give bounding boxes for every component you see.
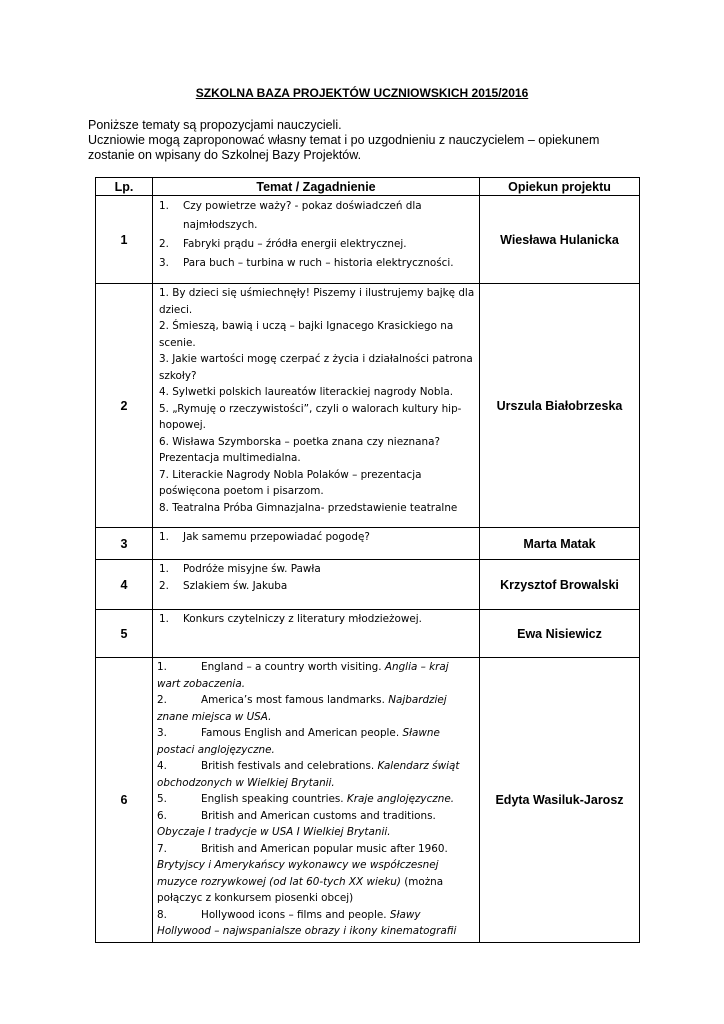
topics-cell bbox=[153, 284, 480, 528]
table-row bbox=[96, 658, 640, 943]
table-row bbox=[96, 560, 640, 610]
intro-line-3: zostanie on wpisany do Szkolnej Bazy Projektów. bbox=[88, 148, 362, 162]
list-item: 6. British and American customs and traditions. Obyczaje I tradycje w USA I Wielkiej Brytanii. bbox=[157, 809, 436, 838]
document-title: SZKOLNA BAZA PROJEKTÓW UCZNIOWSKICH 2015/2016 bbox=[195, 86, 529, 100]
list-item: 3. Para buch – turbina w ruch – historia elektryczności. bbox=[159, 257, 454, 269]
list-item: 3. Famous English and American people. Sławne postaci anglojęzyczne. bbox=[157, 727, 440, 756]
list-item: 8. Hollywood icons – films and people. Sławy Hollywood – najwspanialsze obrazy i ikony kinematografii bbox=[157, 908, 457, 937]
list-item: 7. Literackie Nagrody Nobla Polaków – prezentacja poświęcona poetom i pisarzom. bbox=[159, 468, 422, 497]
supervisor-name: Urszula Białobrzeska bbox=[480, 284, 640, 528]
intro-line-1: Poniższe tematy są propozycjami nauczycieli. bbox=[88, 118, 342, 132]
list-item: 1. Czy powietrze waży? - pokaz doświadczeń dla najmłodszych. bbox=[159, 200, 422, 231]
list-item: 2. Śmieszą, bawią i uczą – bajki Ignacego Krasickiego na scenie. bbox=[159, 320, 454, 349]
list-item: 1. Podróże misyjne św. Pawła bbox=[159, 563, 321, 575]
row-number: 1 bbox=[96, 196, 153, 284]
topics-cell bbox=[153, 610, 480, 658]
supervisor-name: Wiesława Hulanicka bbox=[480, 196, 640, 284]
supervisor-name: Marta Matak bbox=[480, 528, 640, 560]
list-item: 2. America’s most famous landmarks. Najbardziej znane miejsca w USA. bbox=[157, 694, 447, 723]
table-row bbox=[96, 284, 640, 528]
list-item: 4. Sylwetki polskich laureatów literackiej nagrody Nobla. bbox=[159, 386, 454, 398]
projects-table bbox=[95, 177, 640, 943]
list-item: 5. „Rymuję o rzeczywistości”, czyli o walorach kultury hip-hopowej. bbox=[159, 402, 462, 431]
table-row bbox=[96, 196, 640, 284]
list-item: 7. British and American popular music after 1960. Brytyjscy i Amerykańscy wykonawcy we współczesnej muzyce rozrywkowej (od lat 60-tych XX wieku) (można połączyc z konkursem piosenki obcej) bbox=[157, 842, 448, 904]
table-header-row bbox=[96, 178, 640, 196]
supervisor-name: Edyta Wasiluk-Jarosz bbox=[480, 658, 640, 943]
header-lp: Lp. bbox=[96, 178, 153, 196]
intro-line-2: Uczniowie mogą zaproponować własny temat i po uzgodnieniu z nauczycielem – opiekunem bbox=[88, 133, 600, 147]
list-item: 1. England – a country worth visiting. Anglia – kraj wart zobaczenia. bbox=[157, 661, 449, 690]
row-number: 3 bbox=[96, 528, 153, 560]
list-item: 2. Fabryki prądu – źródła energii elektrycznej. bbox=[159, 238, 407, 250]
list-item: 1. Jak samemu przepowiadać pogodę? bbox=[159, 531, 370, 543]
list-item: 6. Wisława Szymborska – poetka znana czy nieznana? Prezentacja multimedialna. bbox=[159, 435, 440, 464]
row-number: 6 bbox=[96, 658, 153, 943]
row-number: 5 bbox=[96, 610, 153, 658]
row-number: 2 bbox=[96, 284, 153, 528]
list-item: 3. Jakie wartości mogę czerpać z życia i działalności patrona szkoły? bbox=[159, 353, 473, 382]
topics-cell bbox=[153, 658, 480, 943]
supervisor-name: Ewa Nisiewicz bbox=[480, 610, 640, 658]
intro-text bbox=[88, 118, 648, 163]
header-topic: Temat / Zagadnienie bbox=[153, 178, 480, 196]
supervisor-name: Krzysztof Browalski bbox=[480, 560, 640, 610]
list-item: 5. English speaking countries. Kraje anglojęzyczne. bbox=[157, 793, 455, 805]
header-supervisor: Opiekun projektu bbox=[480, 178, 640, 196]
topics-cell bbox=[153, 528, 480, 560]
topics-cell bbox=[153, 196, 480, 284]
list-item: 2. Szlakiem św. Jakuba bbox=[159, 579, 288, 592]
row-number: 4 bbox=[96, 560, 153, 610]
list-item: 8. Teatralna Próba Gimnazjalna- przedstawienie teatralne bbox=[159, 501, 458, 514]
list-item: 4. British festivals and celebrations. Kalendarz świąt obchodzonych w Wielkiej Brytanii. bbox=[157, 760, 460, 789]
list-item: 1. Konkurs czytelniczy z literatury młodzieżowej. bbox=[159, 613, 422, 625]
table-row bbox=[96, 610, 640, 658]
topics-cell bbox=[153, 560, 480, 610]
table-row bbox=[96, 528, 640, 560]
list-item: 1. By dzieci się uśmiechnęły! Piszemy i ilustrujemy bajkę dla dzieci. bbox=[159, 287, 475, 316]
